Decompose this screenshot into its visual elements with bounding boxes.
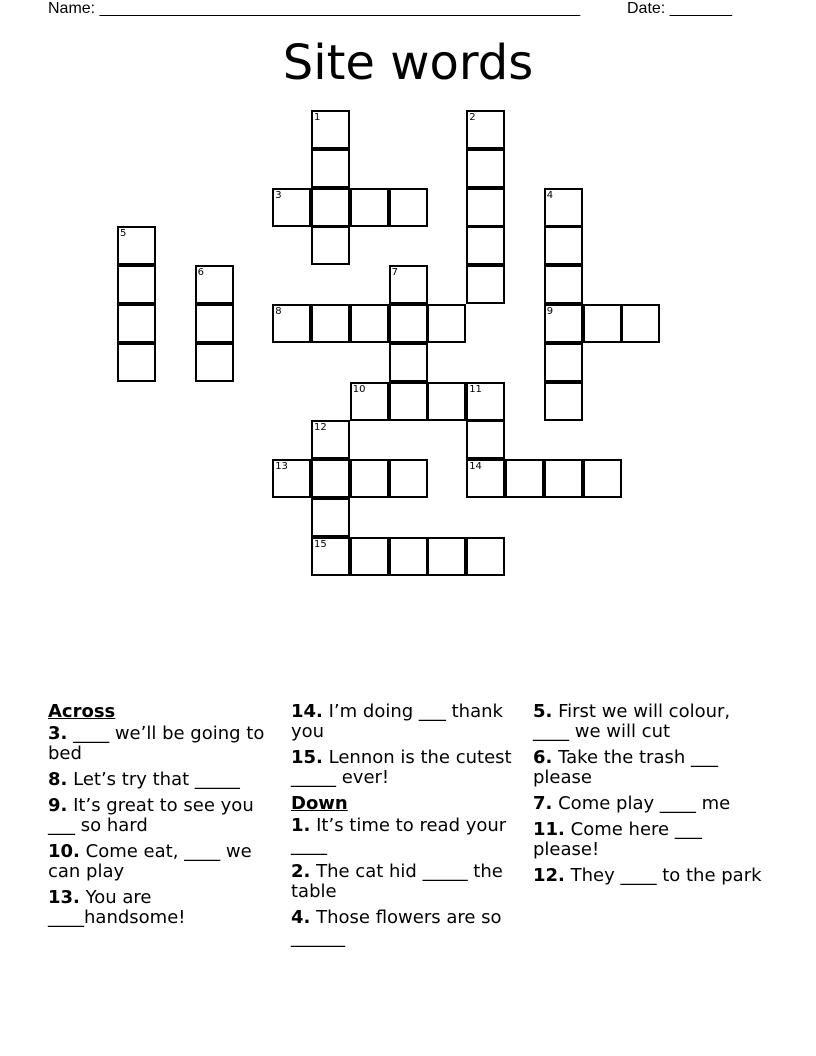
clue-section-heading: Across bbox=[48, 701, 116, 722]
clue-item bbox=[291, 748, 521, 788]
clue-text: First we will colour, ____ we will cut bbox=[533, 701, 731, 742]
crossword-cell[interactable] bbox=[466, 265, 505, 304]
clue-number-label: 1 bbox=[314, 112, 321, 123]
clue-number: 9. bbox=[48, 795, 68, 816]
clue-item bbox=[533, 866, 763, 886]
clue-text: Lennon is the cutest _____ ever! bbox=[291, 747, 512, 788]
page-title: Site words bbox=[282, 35, 534, 91]
clue-item bbox=[533, 820, 763, 860]
clue-item bbox=[291, 702, 521, 742]
clue-number-label: 8 bbox=[275, 306, 282, 317]
clue-number: 4. bbox=[291, 907, 311, 928]
clue-item bbox=[48, 796, 278, 836]
clue-text: Those flowers are so ______ bbox=[291, 907, 502, 948]
crossword-cell[interactable] bbox=[466, 382, 505, 421]
clue-number: 2. bbox=[291, 861, 311, 882]
clue-item bbox=[533, 748, 763, 788]
clue-text: You are ____handsome! bbox=[48, 887, 186, 928]
clue-number: 5. bbox=[533, 701, 553, 722]
crossword-cell[interactable] bbox=[544, 343, 583, 382]
clue-text: I’m doing ___ thank you bbox=[291, 701, 503, 742]
crossword-cell[interactable] bbox=[311, 498, 350, 537]
clue-number: 13. bbox=[48, 887, 80, 908]
crossword-cell[interactable] bbox=[311, 459, 350, 498]
clue-number-label: 7 bbox=[391, 267, 398, 279]
crossword-cell[interactable] bbox=[117, 304, 156, 343]
crossword-cell[interactable] bbox=[621, 304, 660, 343]
crossword-cell[interactable] bbox=[466, 459, 505, 498]
crossword-cell[interactable] bbox=[311, 420, 350, 459]
clue-number: 15. bbox=[291, 747, 323, 768]
crossword-cell[interactable] bbox=[311, 304, 350, 343]
clue-text: Come eat, ____ we can play bbox=[48, 841, 252, 882]
clue-text: The cat hid _____ the table bbox=[291, 861, 503, 902]
clue-item bbox=[533, 794, 763, 814]
clues-column-1 bbox=[48, 702, 278, 934]
clue-text: It’s time to read your ____ bbox=[291, 815, 507, 856]
clue-section-heading: Down bbox=[291, 793, 348, 814]
crossword-cell[interactable] bbox=[350, 304, 389, 343]
clue-number-label: 11 bbox=[469, 383, 482, 395]
clue-item bbox=[48, 888, 278, 928]
clue-text: Come here ___ please! bbox=[533, 819, 702, 860]
crossword-cell[interactable] bbox=[311, 537, 350, 576]
crossword-cell[interactable] bbox=[466, 420, 505, 459]
clue-number-label: 13 bbox=[275, 461, 288, 473]
clue-number: 1. bbox=[291, 815, 311, 836]
clue-number: 3. bbox=[48, 723, 68, 744]
crossword-cell[interactable] bbox=[544, 304, 583, 343]
crossword-cell[interactable] bbox=[505, 459, 544, 498]
crossword-cell[interactable] bbox=[583, 304, 622, 343]
crossword-cell[interactable] bbox=[544, 188, 583, 227]
clue-number: 11. bbox=[533, 819, 565, 840]
clue-text: It’s great to see you ___ so hard bbox=[48, 795, 254, 836]
crossword-cell[interactable] bbox=[466, 110, 505, 149]
crossword-cell[interactable] bbox=[350, 382, 389, 421]
clue-item bbox=[291, 908, 521, 948]
crossword-cell[interactable] bbox=[311, 110, 350, 149]
crossword-cell[interactable] bbox=[311, 149, 350, 188]
crossword-cell[interactable] bbox=[195, 304, 234, 343]
crossword-cell[interactable] bbox=[427, 537, 466, 576]
crossword-cell[interactable] bbox=[427, 304, 466, 343]
clue-number-label: 2 bbox=[469, 112, 476, 123]
clue-item bbox=[291, 816, 521, 856]
crossword-cell[interactable] bbox=[311, 226, 350, 265]
crossword-cell[interactable] bbox=[117, 343, 156, 382]
crossword-cell[interactable] bbox=[427, 382, 466, 421]
clue-number: 8. bbox=[48, 769, 68, 790]
crossword-cell[interactable] bbox=[544, 382, 583, 421]
clue-item bbox=[48, 770, 278, 790]
crossword-cell[interactable] bbox=[350, 537, 389, 576]
clue-item bbox=[48, 724, 278, 764]
crossword-cell[interactable] bbox=[195, 265, 234, 304]
crossword-cell[interactable] bbox=[272, 188, 311, 227]
crossword-cell[interactable] bbox=[272, 304, 311, 343]
clue-number-label: 4 bbox=[546, 189, 554, 201]
clue-number: 12. bbox=[533, 865, 565, 886]
clue-text: ____ we’ll be going to bed bbox=[48, 723, 265, 764]
crossword-cell[interactable] bbox=[117, 265, 156, 304]
clue-item bbox=[533, 702, 763, 742]
crossword-cell[interactable] bbox=[389, 188, 428, 227]
crossword-cell[interactable] bbox=[466, 226, 505, 265]
crossword-cell[interactable] bbox=[117, 226, 156, 265]
clue-item bbox=[48, 842, 278, 882]
crossword-cell[interactable] bbox=[389, 537, 428, 576]
clues-column-2 bbox=[291, 702, 521, 954]
clue-number: 6. bbox=[533, 747, 553, 768]
clue-number-label: 9 bbox=[546, 306, 554, 317]
crossword-cell[interactable] bbox=[389, 459, 428, 498]
crossword-cell[interactable] bbox=[272, 459, 311, 498]
clue-text: They ____ to the park bbox=[570, 865, 762, 886]
crossword-cell[interactable] bbox=[466, 537, 505, 576]
clue-number-label: 5 bbox=[120, 228, 127, 240]
clue-item bbox=[291, 862, 521, 902]
crossword-cell[interactable] bbox=[389, 304, 428, 343]
crossword-cell[interactable] bbox=[544, 459, 583, 498]
crossword-cell[interactable] bbox=[389, 343, 428, 382]
clue-number-label: 14 bbox=[469, 461, 482, 473]
date-field-label: Date: _______ bbox=[627, 0, 732, 17]
crossword-cell[interactable] bbox=[466, 188, 505, 227]
name-field-label: Name: ______________________________________________________ bbox=[48, 0, 581, 17]
crossword-cell[interactable] bbox=[544, 226, 583, 265]
crossword-cell[interactable] bbox=[350, 459, 389, 498]
clue-number: 14. bbox=[291, 701, 323, 722]
crossword-cell[interactable] bbox=[389, 265, 428, 304]
crossword-cell[interactable] bbox=[389, 382, 428, 421]
crossword-cell[interactable] bbox=[311, 188, 350, 227]
clue-number-label: 15 bbox=[314, 538, 327, 550]
clue-number-label: 6 bbox=[197, 267, 204, 279]
clue-text: Let’s try that _____ bbox=[73, 769, 240, 790]
clue-text: Come play ____ me bbox=[558, 793, 731, 814]
clue-number: 10. bbox=[48, 841, 80, 862]
crossword-cell[interactable] bbox=[350, 188, 389, 227]
crossword-cell[interactable] bbox=[583, 459, 622, 498]
crossword-cell[interactable] bbox=[544, 265, 583, 304]
crossword-cell[interactable] bbox=[195, 343, 234, 382]
crossword-cell[interactable] bbox=[466, 149, 505, 188]
clue-text: Take the trash ___ please bbox=[533, 747, 718, 788]
clue-number-label: 12 bbox=[314, 422, 327, 434]
clue-number: 7. bbox=[533, 793, 553, 814]
clue-number-label: 3 bbox=[275, 189, 282, 201]
clues-column-3 bbox=[533, 702, 763, 892]
clue-number-label: 10 bbox=[352, 383, 366, 395]
